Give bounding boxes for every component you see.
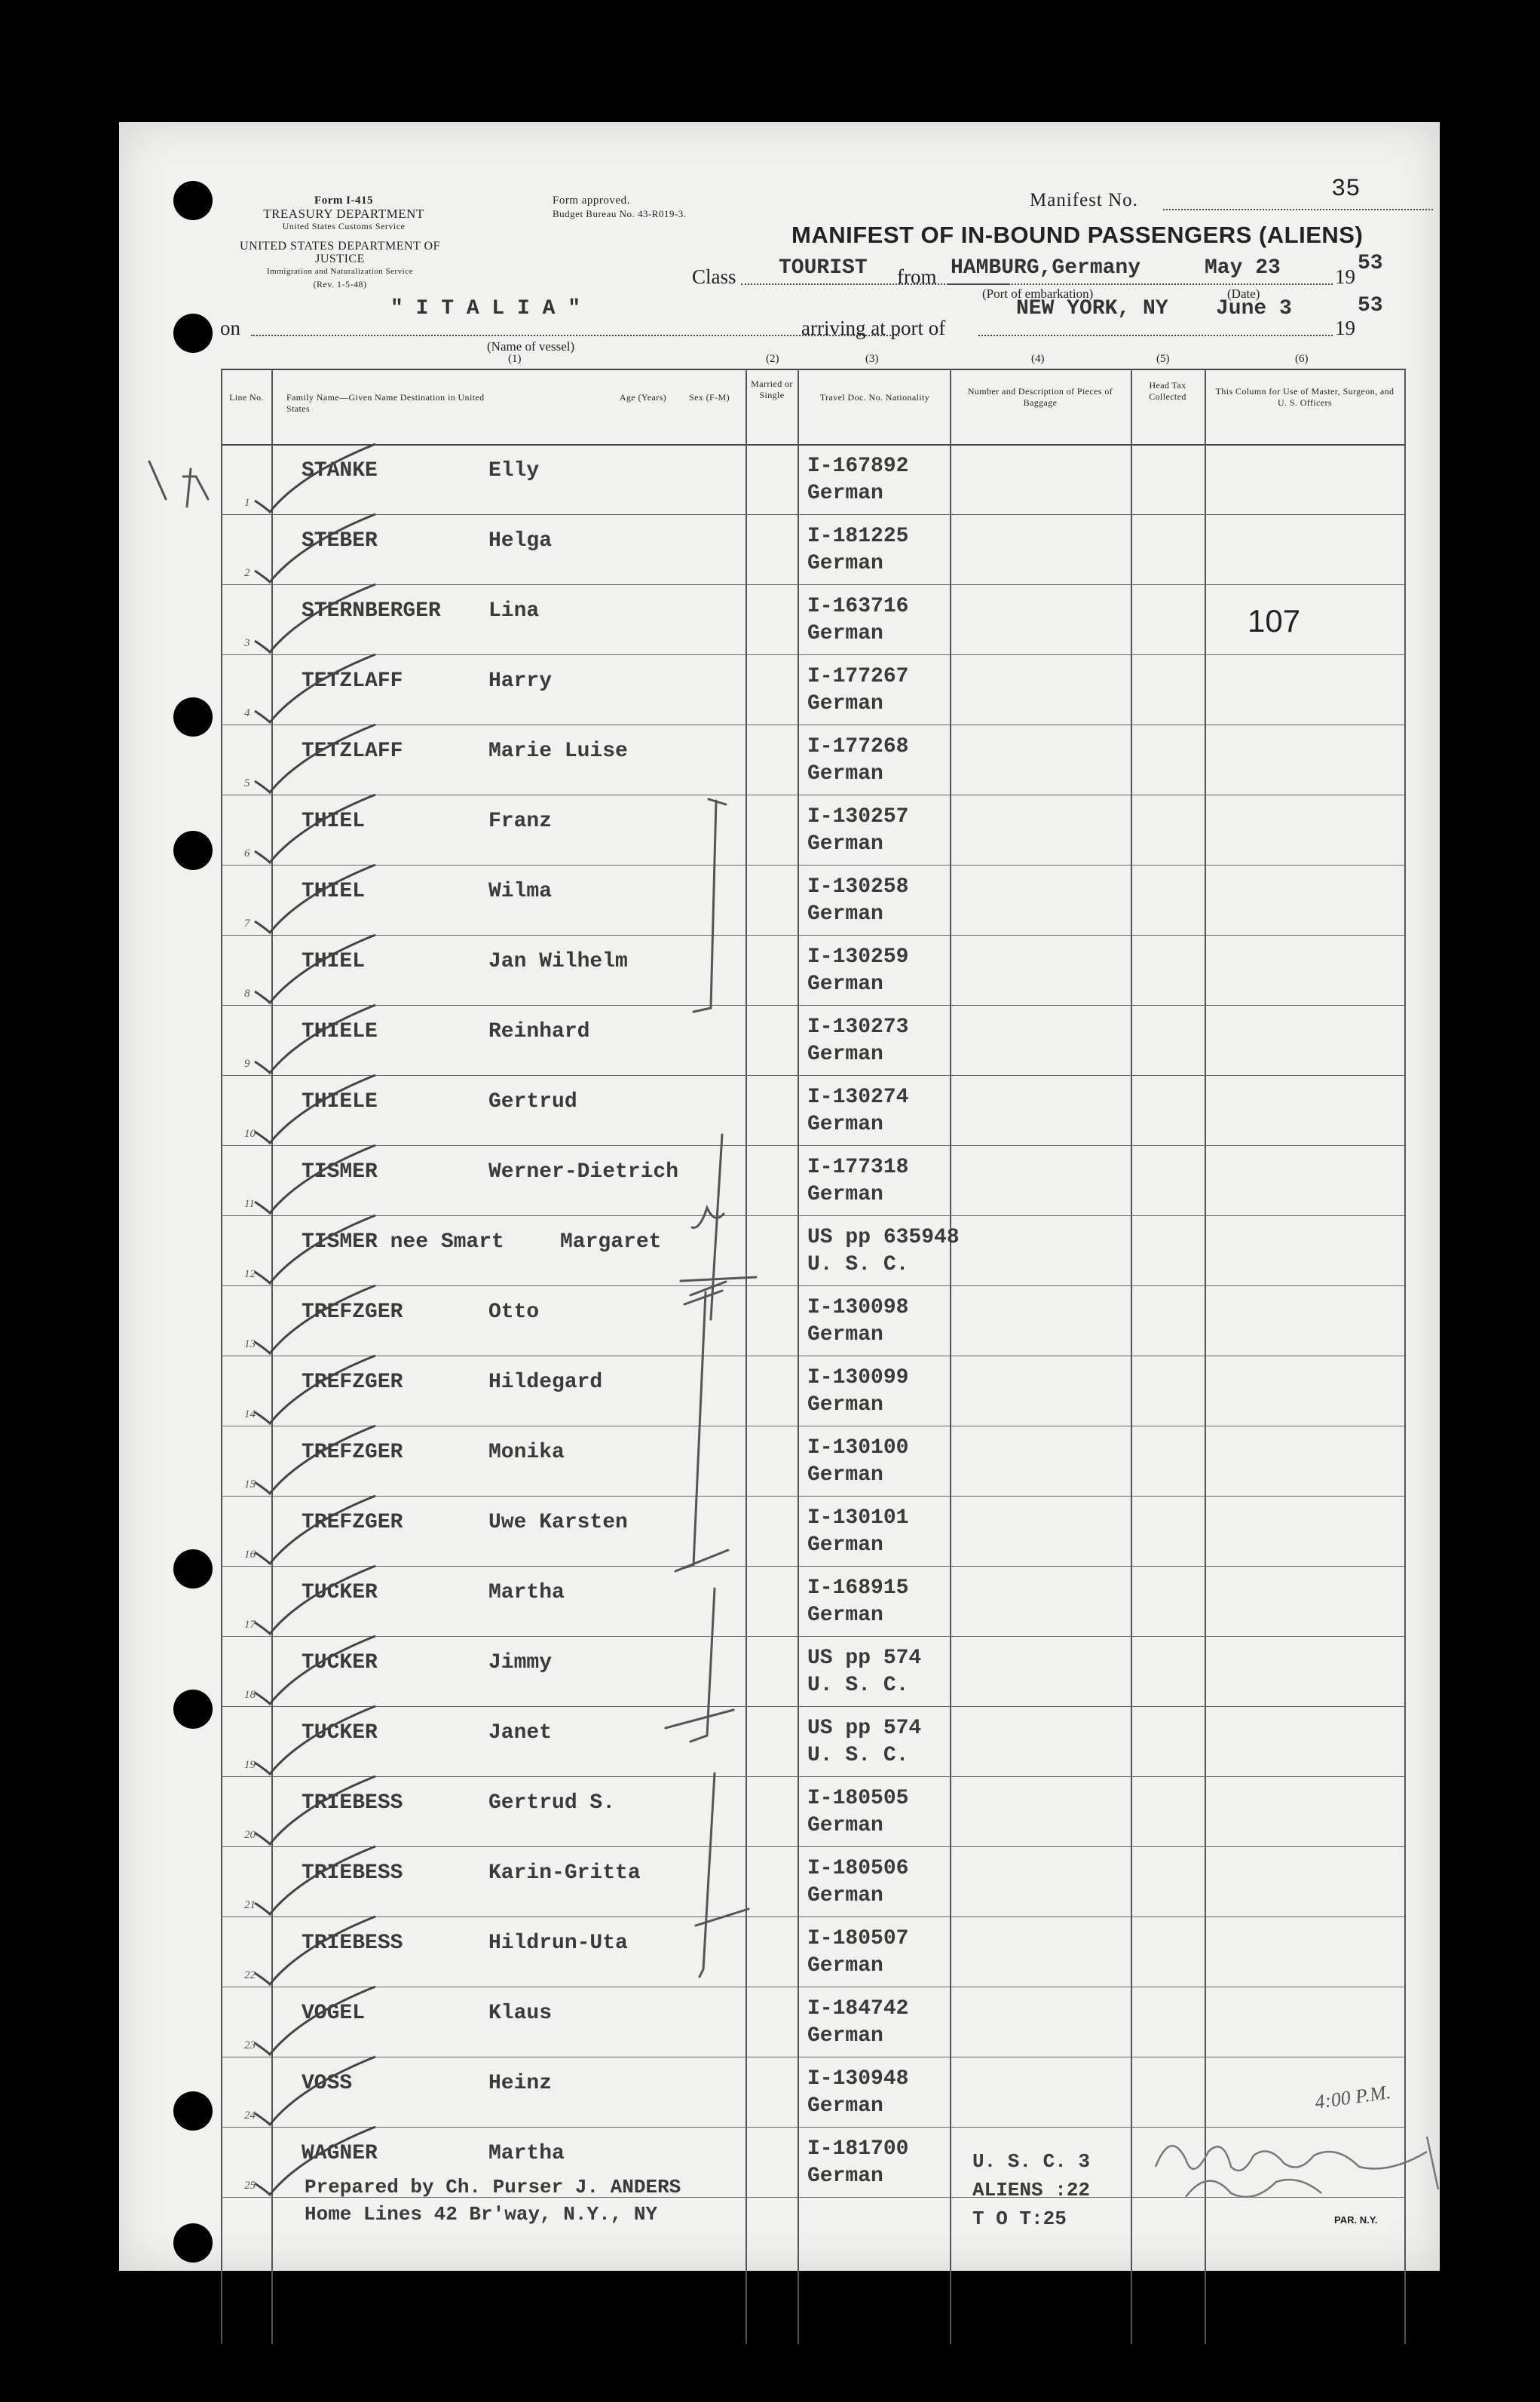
on-label: on xyxy=(220,317,240,339)
travel-doc-number: US pp 574 xyxy=(807,1717,922,1740)
given-name: Jimmy xyxy=(488,1651,553,1674)
line-number: 5 xyxy=(244,777,250,789)
col-header-officers: This Column for Use of Master, Surgeon, and U. S. Officers xyxy=(1215,386,1395,408)
travel-doc-number: I-130273 xyxy=(807,1016,909,1039)
revision: (Rev. 1-5-48) xyxy=(313,279,367,290)
binder-hole xyxy=(173,181,213,220)
arrival-time-note: 4:00 P.M. xyxy=(1313,2081,1392,2113)
binder-hole xyxy=(173,314,213,353)
col-header-line: Line No. xyxy=(229,392,264,403)
family-name: THIELE xyxy=(302,1090,378,1114)
family-name: TISMER nee Smart xyxy=(302,1230,504,1254)
col-header-baggage: Number and Description of Pieces of Baggage xyxy=(967,386,1113,408)
given-name: Helga xyxy=(488,529,553,553)
travel-doc-number: I-130099 xyxy=(807,1366,909,1389)
line-number: 15 xyxy=(244,1478,256,1491)
given-name: Karin-Gritta xyxy=(488,1861,641,1885)
col-number-3: (3) xyxy=(865,353,879,365)
travel-doc-number: I-163716 xyxy=(807,595,909,618)
shipping-address: Home Lines 42 Br'way, N.Y., NY xyxy=(305,2203,658,2226)
family-name: TUCKER xyxy=(302,1581,378,1604)
nationality: German xyxy=(807,1884,883,1907)
nationality: German xyxy=(807,1814,883,1837)
from-label: from xyxy=(897,265,937,288)
line-number: 19 xyxy=(244,1759,256,1771)
travel-doc-number: I-181225 xyxy=(807,525,909,548)
line-number: 7 xyxy=(244,918,250,930)
line-number: 18 xyxy=(244,1689,256,1701)
nationality: U. S. C. xyxy=(807,1253,909,1276)
given-name: Margaret xyxy=(560,1230,662,1254)
given-name: Martha xyxy=(488,1581,565,1604)
given-name: Klaus xyxy=(488,2002,553,2025)
family-name: TUCKER xyxy=(302,1721,378,1745)
nationality: German xyxy=(807,1393,883,1417)
arrival-year-prefix: 19 xyxy=(1335,317,1355,339)
col-header-sex: Sex (F-M) xyxy=(689,392,730,403)
manifest-page xyxy=(119,122,1440,2271)
family-name: VOSS xyxy=(302,2072,353,2095)
travel-doc-number: I-130100 xyxy=(807,1436,909,1460)
given-name: Wilma xyxy=(488,880,553,903)
family-name: THIEL xyxy=(302,950,366,973)
travel-doc-number: I-177267 xyxy=(807,665,909,688)
department-block xyxy=(253,195,434,233)
vessel-name: " I T A L I A " xyxy=(390,297,581,320)
manifest-label: Manifest No. xyxy=(1030,190,1138,210)
arrival-date: June 3 xyxy=(1216,297,1292,320)
nationality: German xyxy=(807,2024,883,2048)
ins-name: Immigration and Naturalization Service xyxy=(266,267,414,276)
class-value: TOURIST xyxy=(779,256,868,280)
line-number: 12 xyxy=(244,1268,256,1280)
given-name: Otto xyxy=(488,1301,540,1324)
given-name: Heinz xyxy=(488,2072,553,2095)
nationality: German xyxy=(807,1183,883,1206)
family-name: TRIEBESS xyxy=(302,1791,403,1815)
nationality: German xyxy=(807,762,883,786)
family-name: TUCKER xyxy=(302,1651,378,1674)
departure-date: May 23 xyxy=(1205,256,1281,280)
col-number-2: (2) xyxy=(766,353,779,365)
family-name: TRIEBESS xyxy=(302,1861,403,1885)
nationality: German xyxy=(807,1604,883,1627)
nationality: German xyxy=(807,482,883,505)
line-number: 4 xyxy=(244,707,250,719)
travel-doc-number: I-177268 xyxy=(807,735,909,758)
travel-doc-number: I-130101 xyxy=(807,1506,909,1530)
family-name: TETZLAFF xyxy=(302,669,403,693)
family-name: TREFZGER xyxy=(302,1371,403,1394)
binder-hole xyxy=(173,2223,213,2263)
given-name: Werner-Dietrich xyxy=(488,1160,679,1184)
given-name: Gertrud S. xyxy=(488,1791,616,1815)
nationality: U. S. C. xyxy=(807,1674,909,1697)
nationality: U. S. C. xyxy=(807,1744,909,1767)
family-name: TETZLAFF xyxy=(302,740,403,763)
travel-doc-number: I-181700 xyxy=(807,2137,909,2161)
manifest-number: 35 xyxy=(1331,175,1361,203)
col-header-married: Married or Single xyxy=(751,378,793,400)
travel-doc-number: I-168915 xyxy=(807,1576,909,1600)
given-name: Franz xyxy=(488,810,553,833)
given-name: Hildegard xyxy=(488,1371,603,1394)
travel-doc-number: I-130098 xyxy=(807,1296,909,1319)
line-number: 16 xyxy=(244,1549,256,1561)
family-name: TISMER xyxy=(302,1160,378,1184)
date-caption: (Date) xyxy=(1227,286,1260,301)
nationality: German xyxy=(807,1113,883,1136)
travel-doc-number: I-130948 xyxy=(807,2067,909,2091)
budget-bureau: Budget Bureau No. 43-R019-3. xyxy=(553,208,687,219)
line-number: 20 xyxy=(244,1829,256,1841)
line-number: 25 xyxy=(244,2180,256,2192)
arrival-year: 53 xyxy=(1358,294,1383,317)
travel-doc-number: I-180505 xyxy=(807,1787,909,1810)
nationality: German xyxy=(807,2094,883,2118)
travel-doc-number: I-130274 xyxy=(807,1086,909,1109)
officer-number: 107 xyxy=(1248,603,1301,639)
justice-block xyxy=(216,240,464,291)
given-name: Jan Wilhelm xyxy=(488,950,628,973)
vessel-col-number: (1) xyxy=(508,353,522,365)
departure-year: 53 xyxy=(1358,252,1383,275)
given-name: Uwe Karsten xyxy=(488,1511,628,1534)
nationality: German xyxy=(807,1463,883,1487)
col-header-name: Family Name—Given Name Destination in United States xyxy=(286,392,485,414)
family-name: STANKE xyxy=(302,459,378,483)
form-approved: Form approved. xyxy=(553,195,630,207)
travel-doc-number: I-184742 xyxy=(807,1997,909,2021)
given-name: Elly xyxy=(488,459,540,483)
given-name: Lina xyxy=(488,599,540,623)
class-label: Class xyxy=(692,265,736,288)
line-number: 14 xyxy=(244,1408,256,1420)
arriving-label: arriving at port of xyxy=(801,317,946,339)
nationality: German xyxy=(807,2165,883,2188)
arrival-dotline xyxy=(978,335,1333,336)
usc-count: U. S. C. 3 xyxy=(972,2150,1091,2173)
col-number-4: (4) xyxy=(1031,353,1045,365)
family-name: TREFZGER xyxy=(302,1441,403,1464)
printer-mark: PAR. N.Y. xyxy=(1334,2214,1378,2226)
arrival-port: NEW YORK, NY xyxy=(1016,297,1168,320)
nationality: German xyxy=(807,552,883,575)
approval-block xyxy=(553,195,733,220)
nationality: German xyxy=(807,1954,883,1978)
family-name: STEBER xyxy=(302,529,378,553)
line-number: 6 xyxy=(244,847,250,859)
col-number-6: (6) xyxy=(1295,353,1309,365)
col-header-travel: Travel Doc. No. Nationality xyxy=(819,392,930,403)
line-number: 10 xyxy=(244,1128,256,1140)
from-value: HAMBURG,Germany xyxy=(951,256,1141,280)
given-name: Reinhard xyxy=(488,1020,590,1043)
travel-doc-number: I-130257 xyxy=(807,805,909,829)
given-name: Gertrud xyxy=(488,1090,577,1114)
family-name: TRIEBESS xyxy=(302,1932,403,1955)
nationality: German xyxy=(807,902,883,926)
travel-doc-number: US pp 635948 xyxy=(807,1226,960,1249)
line-number: 3 xyxy=(244,637,250,649)
col-number-5: (5) xyxy=(1156,353,1170,365)
travel-doc-number: I-177318 xyxy=(807,1156,909,1179)
line-number: 22 xyxy=(244,1969,256,1981)
travel-doc-number: I-180507 xyxy=(807,1927,909,1950)
manifest-dotline xyxy=(1163,209,1433,210)
given-name: Harry xyxy=(488,669,553,693)
travel-doc-number: I-180506 xyxy=(807,1857,909,1880)
given-name: Martha xyxy=(488,2142,565,2165)
family-name: TREFZGER xyxy=(302,1301,403,1324)
line-number: 8 xyxy=(244,988,250,1000)
nationality: German xyxy=(807,1533,883,1557)
line-number: 9 xyxy=(244,1058,250,1070)
line-number: 2 xyxy=(244,567,250,579)
nationality: German xyxy=(807,692,883,715)
family-name: STERNBERGER xyxy=(302,599,441,623)
family-name: TREFZGER xyxy=(302,1511,403,1534)
total-count: T O T:25 xyxy=(972,2207,1067,2230)
family-name: THIELE xyxy=(302,1020,378,1043)
form-number: Form I-415 xyxy=(314,195,373,207)
officer-signature xyxy=(1140,2122,1457,2204)
given-name: Marie Luise xyxy=(488,740,628,763)
aliens-count: ALIENS :22 xyxy=(972,2179,1091,2201)
line-number: 17 xyxy=(244,1619,256,1631)
col-header-age: Age (Years) xyxy=(619,392,667,403)
family-name: VOGEL xyxy=(302,2002,366,2025)
family-name: WAGNER xyxy=(302,2142,378,2165)
line-number: 13 xyxy=(244,1338,256,1350)
line-number: 11 xyxy=(244,1198,255,1210)
port-caption: (Port of embarkation) xyxy=(982,286,1094,301)
nationality: German xyxy=(807,832,883,856)
nationality: German xyxy=(807,973,883,996)
travel-doc-number: US pp 574 xyxy=(807,1647,922,1670)
travel-doc-number: I-130258 xyxy=(807,875,909,899)
given-name: Hildrun-Uta xyxy=(488,1932,628,1955)
given-name: Janet xyxy=(488,1721,553,1745)
manifest-title: MANIFEST OF IN-BOUND PASSENGERS (ALIENS) xyxy=(791,222,1364,248)
prepared-by: Prepared by Ch. Purser J. ANDERS xyxy=(305,2176,681,2198)
nationality: German xyxy=(807,1043,883,1066)
travel-doc-number: I-130259 xyxy=(807,945,909,969)
col-header-headtax: Head Tax Collected xyxy=(1149,380,1186,402)
line-number: 21 xyxy=(244,1899,256,1911)
family-name: THIEL xyxy=(302,880,366,903)
vessel-caption: (Name of vessel) xyxy=(487,339,575,354)
line-number: 23 xyxy=(244,2039,256,2051)
given-name: Monika xyxy=(488,1441,565,1464)
customs-name: United States Customs Service xyxy=(282,221,406,231)
travel-doc-number: I-167892 xyxy=(807,455,909,478)
nationality: German xyxy=(807,1323,883,1347)
year-prefix: 19 xyxy=(1335,265,1355,288)
nationality: German xyxy=(807,622,883,645)
justice-name: UNITED STATES DEPARTMENT OF JUSTICE xyxy=(240,240,440,265)
dept-name: TREASURY DEPARTMENT xyxy=(263,207,424,221)
date-dotline xyxy=(948,283,1333,285)
table-top-border xyxy=(221,369,1404,370)
line-number: 24 xyxy=(244,2109,256,2122)
line-number: 1 xyxy=(244,497,250,509)
family-name: THIEL xyxy=(302,810,366,833)
